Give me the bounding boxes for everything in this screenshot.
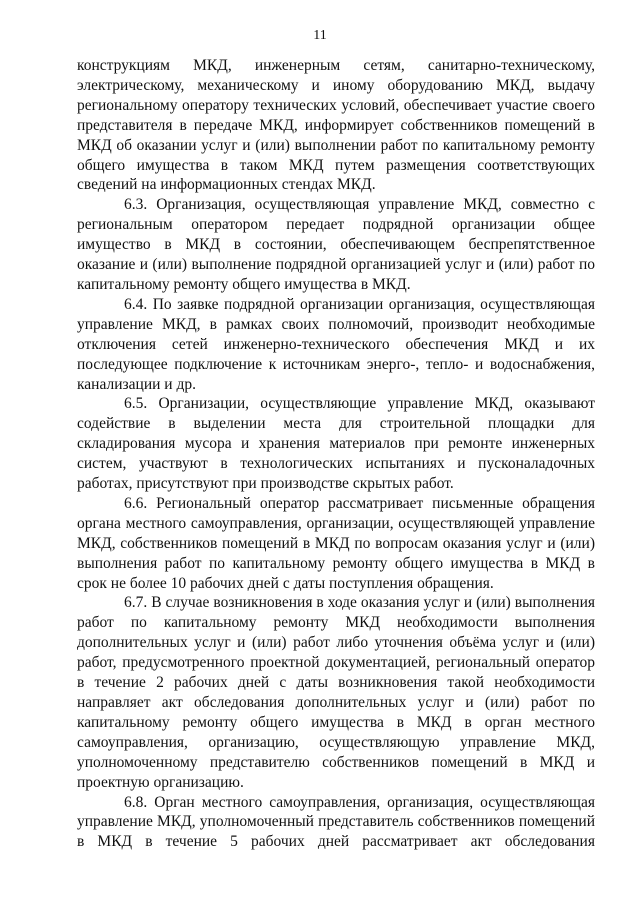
paragraph-6-2-continuation: конструкциям МКД, инженерным сетям, санитарно-техническому, электрическому, механическому и иному оборудованию МКД, выдачу региональному оператору технических условий, обеспечивает участие своего представителя в передаче МКД, информирует собственников помещений в МКД об оказании услуг и (или) выполнении работ по капитальному ремонту общего имущества в таком МКД путем размещения соответствующих сведений на информационных стендах МКД.: [77, 57, 595, 194]
paragraph-6-5: 6.5. Организации, осуществляющие управление МКД, оказывают содействие в выделении места для строительной площадки для складирования мусора и хранения материалов при ремонте инженерных систем, участвуют в технологических испытаниях и пусконаладочных работах, присутствуют при производстве скрытых работ.: [77, 395, 595, 493]
paragraph-6-3: 6.3. Организация, осуществляющая управление МКД, совместно с региональным оператором передает подрядной организации общее имущество в МКД в состоянии, обеспечивающем беспрепятственное оказание и (или) выполнение подрядной организацией услуг и (или) работ по капитальному ремонту общего имущества в МКД.: [77, 196, 595, 293]
page-number: 11: [313, 28, 327, 43]
document-body: [77, 56, 595, 852]
paragraph-6-4: 6.4. По заявке подрядной организации организация, осуществляющая управление МКД, в рамках своих полномочий, производит необходимые отключения сетей инженерно-технического обеспечения МКД и их последующее подключение к источникам энерго-, тепло- и водоснабжения, канализации и др.: [77, 295, 595, 393]
paragraph-6-8: 6.8. Орган местного самоуправления, организация, осуществляющая управление МКД, уполномоченный представитель собственников помещений в МКД в течение 5 рабочих дней рассматривает акт обследования: [77, 793, 595, 851]
paragraph-6-6: 6.6. Региональный оператор рассматривает письменные обращения органа местного самоуправления, организации, осуществляющей управление МКД, собственников помещений в МКД по вопросам оказания услуг и (или) выполнения работ по капитальному ремонту общего имущества в МКД в срок не более 10 рабочих дней с даты поступления обращения.: [77, 494, 595, 592]
paragraph-6-7: 6.7. В случае возникновения в ходе оказания услуг и (или) выполнения работ по капитальному ремонту МКД необходимости выполнения дополнительных услуг и (или) работ либо уточнения объёма услуг и (или) работ, предусмотренного проектной документацией, региональный оператор в течение 2 рабочих дней с даты возникновения такой необходимости направляет акт обследования дополнительных услуг и (или) работ по капитальному ремонту общего имущества в МКД в орган местного самоуправления, организацию, осуществляющую управление МКД, уполномоченному представителю собственников помещений в МКД и проектную организацию.: [77, 594, 595, 791]
